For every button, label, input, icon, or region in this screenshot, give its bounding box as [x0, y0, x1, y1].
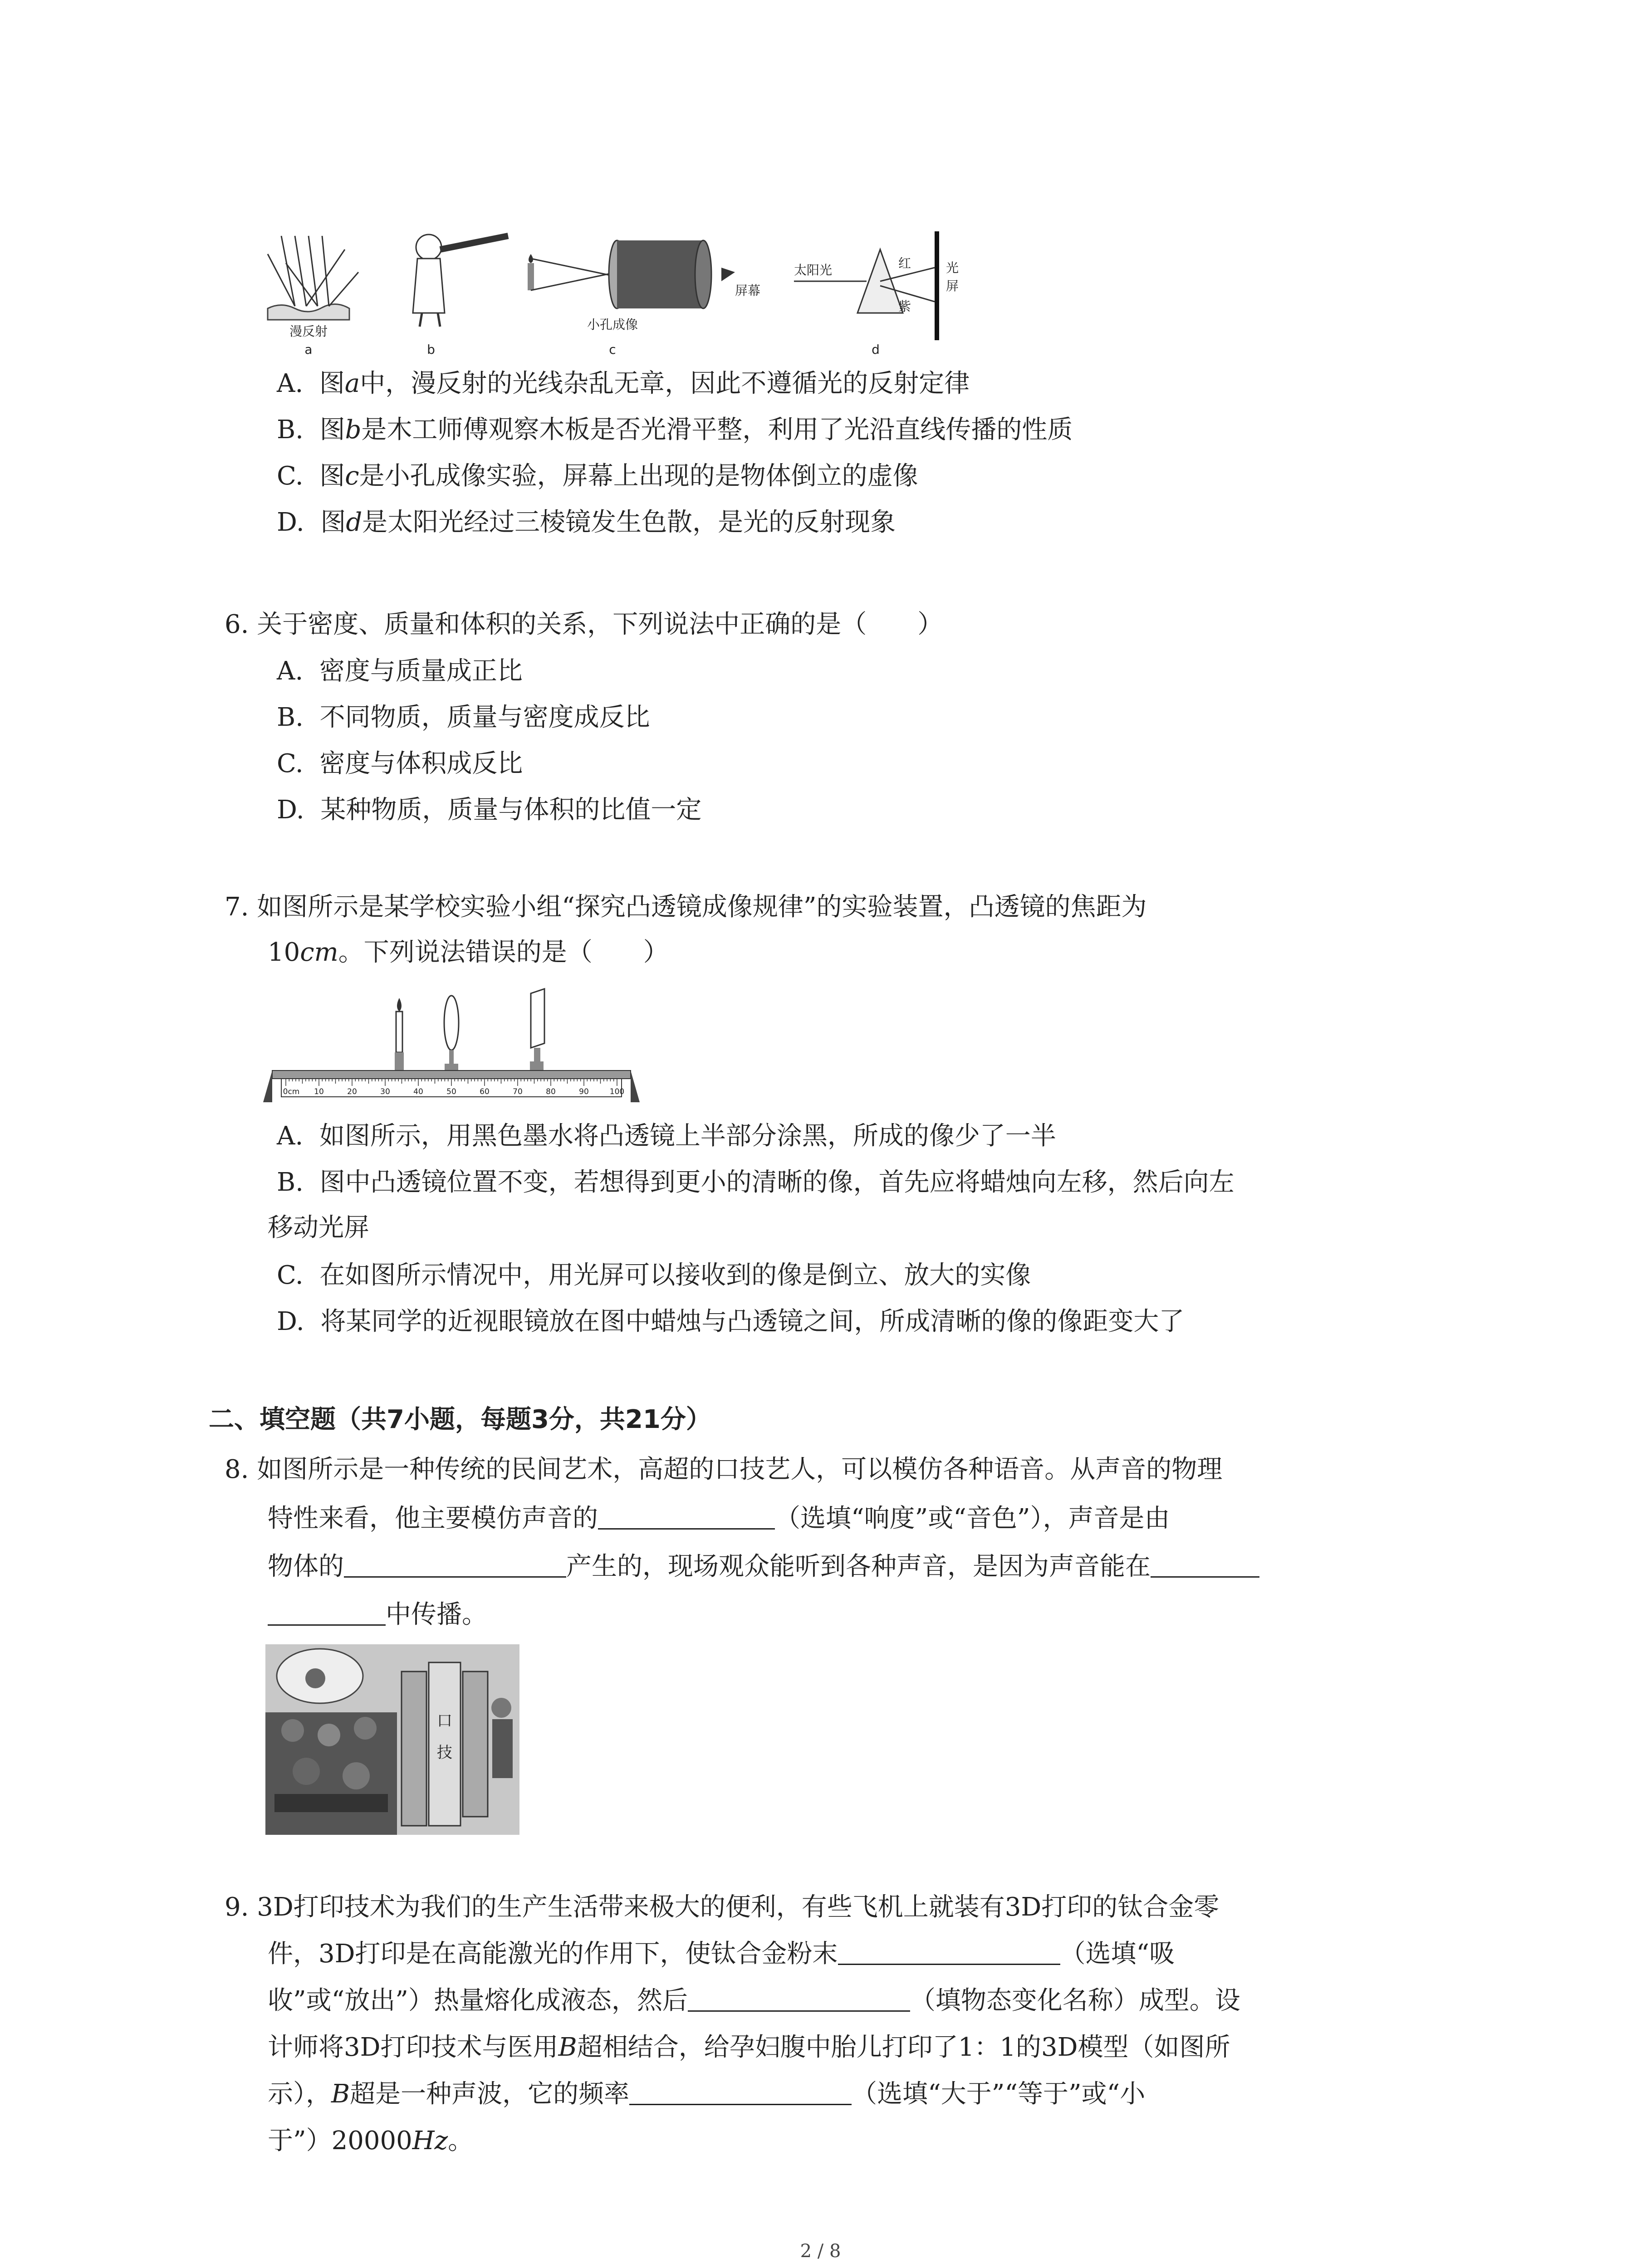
q9-text: 打印的钛合金零 [1041, 1892, 1220, 1922]
q9-line-4 [268, 2029, 1230, 2066]
optics-figures [254, 222, 1025, 358]
option-text-pre: 图 [319, 369, 345, 398]
option-prefix: B. [277, 703, 304, 732]
q8-blank-2[interactable] [344, 1549, 566, 1578]
figure-d-screen-label-2: 屏 [946, 279, 959, 293]
option-text: 如图所示，用黑色墨水将凸透镜上半部分涂黑，所成的像少了一半 [319, 1121, 1056, 1151]
q6-option-c [277, 746, 523, 782]
option-text-pre: 图 [319, 415, 345, 445]
q8-blank-1[interactable] [598, 1501, 775, 1530]
option-text: 图中凸透镜位置不变，若想得到更小的清晰的像，首先应将蜡烛向左移，然后向左 [319, 1168, 1234, 1197]
q9-text: （选填“大于”“等于”或“小 [852, 2079, 1146, 2109]
candle [395, 998, 404, 1070]
q8-line-4 [268, 1597, 487, 1633]
figure-b-label: b [427, 342, 435, 357]
option-text: 将某同学的近视眼镜放在图中蜡烛与凸透镜之间，所成清晰的像的像距变大了 [320, 1307, 1185, 1336]
ruler-tick-label: 10 [314, 1087, 324, 1096]
q9-text: 超相结合，给孕妇腹中胎儿打印了 [577, 2033, 958, 2062]
option-figure-var: b [345, 415, 362, 445]
figure-c-pinhole [528, 240, 760, 357]
option-prefix: B. [277, 415, 304, 445]
option-prefix: A. [277, 656, 304, 686]
figure-c-screen-label: 屏幕 [735, 283, 761, 298]
convex-lens [444, 996, 459, 1073]
q8-text: 物体的 [268, 1552, 344, 1581]
option-text: 不同物质，质量与密度成反比 [319, 703, 650, 732]
option-prefix: D. [277, 795, 304, 825]
q8-line-2 [268, 1501, 1170, 1537]
option-prefix: D. [277, 1307, 304, 1336]
q9-blank-2[interactable] [688, 1983, 910, 2012]
option-text: 在如图所示情况中，用光屏可以接收到的像是倒立、放大的实像 [319, 1261, 1031, 1290]
q7-option-d [277, 1304, 1184, 1340]
q5-option-d [277, 504, 896, 541]
ruler-tick-label: 20 [347, 1087, 357, 1096]
option-prefix: A. [277, 1121, 304, 1151]
ruler-tick-label: 100 [609, 1087, 625, 1096]
q9-text: 打印技术与医用 [380, 2033, 558, 2062]
q9-line-3 [268, 1983, 1240, 2019]
q7-stem-tail: 。下列说法错误的是（ ） [338, 938, 669, 967]
q9-text: 模型（如图所 [1078, 2033, 1230, 2062]
q9-text: 3D [257, 1892, 294, 1922]
q8-line-1: 8. 如图所示是一种传统的民间艺术，高超的口技艺人，可以模仿各种语音。从声音的物理 [225, 1455, 1223, 1484]
q9-text: 收”或“放出”）热量熔化成液态，然后 [268, 1986, 688, 2015]
figure-d-label: d [872, 342, 880, 357]
q9-unit: Hz [412, 2126, 448, 2156]
option-text: 是小孔成像实验，屏幕上出现的是物体倒立的虚像 [359, 461, 918, 491]
q8-text: 中传播。 [386, 1600, 487, 1629]
q6-stem: 6. 关于密度、质量和体积的关系，下列说法中正确的是（ ） [225, 610, 943, 639]
q9-text: 件， [268, 1939, 318, 1969]
ruler-tick-label: 90 [579, 1087, 589, 1096]
q9-blank-1[interactable] [838, 1936, 1060, 1965]
option-prefix: B. [277, 1168, 304, 1197]
q9-text: 于”） [268, 2126, 332, 2156]
figure-d-screen-label-1: 光 [946, 260, 959, 275]
q9-var: B [558, 2033, 577, 2062]
q9-text: （选填“吸 [1060, 1939, 1175, 1969]
q9-text: 。 [448, 2126, 474, 2156]
figure-d-prism [794, 231, 959, 357]
q9-text: 计师将 [268, 2033, 344, 2062]
option-text-pre: 图 [320, 508, 346, 537]
option-prefix: A. [277, 369, 304, 398]
figure-a-label: a [304, 342, 313, 357]
q8-blank-3[interactable] [1151, 1549, 1259, 1578]
focal-length-value: 10 [268, 938, 300, 967]
ruler-tick-label: 80 [546, 1087, 556, 1096]
q9-text: 示）， [268, 2079, 331, 2109]
figure-b-carpenter [413, 235, 508, 357]
light-screen [530, 989, 544, 1070]
q5-option-c [277, 458, 918, 494]
ruler-tick-label: 40 [413, 1087, 423, 1096]
q9-text: 3D [318, 1939, 355, 1969]
q9-text: 3D [344, 2033, 381, 2062]
option-prefix: C. [277, 461, 304, 491]
q6-option-b [277, 699, 650, 736]
figure-d-purple-label: 紫 [898, 299, 911, 314]
figure-c-label: c [609, 342, 616, 357]
ventriloquism-figure [265, 1644, 519, 1835]
q9-text: 1：1 [958, 2033, 1016, 2062]
q9-text: （填物态变化名称）成型。设 [910, 1986, 1240, 2015]
q7-option-a [277, 1118, 1056, 1154]
q9-var: B [331, 2079, 350, 2109]
q7-option-b-continued: 移动光屏 [268, 1213, 369, 1242]
option-text: 某种物质，质量与体积的比值一定 [320, 795, 702, 825]
option-figure-var: d [346, 508, 362, 537]
screen-char-2: 技 [437, 1744, 452, 1762]
option-text-pre: 图 [319, 461, 345, 491]
q9-line-2 [268, 1936, 1175, 1972]
q7-option-c [277, 1257, 1031, 1294]
section-heading: 二、填空题（共7小题，每题3分，共21分） [209, 1405, 711, 1434]
q9-number: 9. [225, 1892, 257, 1922]
q9-text: 打印是在高能激光的作用下，使钛合金粉末 [355, 1939, 838, 1969]
figure-d-sunlight-label: 太阳光 [794, 263, 833, 278]
ruler-tick-label: 0cm [283, 1087, 300, 1096]
q9-text: 打印技术为我们的生产生活带来极大的便利，有些飞机上就装有 [293, 1892, 1005, 1922]
focal-length-unit: cm [300, 938, 338, 967]
q7-stem-line-2 [268, 934, 669, 971]
q9-text: 的 [1015, 2033, 1041, 2062]
option-figure-var: a [344, 369, 360, 398]
q9-text: 超是一种声波，它的频率 [350, 2079, 630, 2109]
option-prefix: D. [277, 508, 304, 537]
screen-char-1: 口 [437, 1712, 452, 1730]
q8-line-3 [268, 1549, 1259, 1585]
option-prefix: C. [277, 1261, 304, 1290]
q8-blank-3-continued[interactable] [268, 1597, 386, 1626]
q8-text: 产生的，现场观众能听到各种声音，是因为声音能在 [566, 1552, 1151, 1581]
optical-bench-figure [263, 980, 640, 1111]
ruler-tick-label: 30 [380, 1087, 390, 1096]
q6-option-d [277, 792, 701, 828]
page-number: 2 / 8 [800, 2241, 841, 2262]
figure-a-diffuse-reflection [268, 236, 358, 357]
ruler-tick-label: 60 [480, 1087, 490, 1096]
q9-text: 3D [1041, 2033, 1078, 2062]
option-text: 中，漫反射的光线杂乱无章，因此不遵循光的反射定律 [360, 369, 970, 398]
q5-option-a [277, 366, 970, 402]
ruler-tick-label: 50 [446, 1087, 456, 1096]
option-text: 密度与体积成反比 [319, 749, 523, 778]
q5-option-b [277, 412, 1073, 448]
q8-text: 特性来看，他主要模仿声音的 [268, 1504, 598, 1533]
figure-d-red-label: 红 [898, 256, 911, 271]
q9-line-6 [268, 2123, 473, 2159]
option-prefix: C. [277, 749, 304, 778]
q6-option-a [277, 653, 523, 689]
q9-blank-3[interactable] [629, 2077, 852, 2105]
q7-option-b [277, 1164, 1234, 1201]
figure-a-caption: 漫反射 [289, 324, 328, 339]
option-figure-var: c [345, 461, 359, 491]
option-text: 密度与质量成正比 [319, 656, 523, 686]
ruler-tick-label: 70 [513, 1087, 523, 1096]
option-text: 是太阳光经过三棱镜发生色散，是光的反射现象 [362, 508, 896, 537]
option-text: 是木工师傅观察木板是否光滑平整，利用了光沿直线传播的性质 [361, 415, 1073, 445]
q9-line-5 [268, 2076, 1145, 2112]
q9-line-1 [225, 1889, 1219, 1926]
figure-c-caption: 小孔成像 [587, 317, 638, 332]
q7-stem-line-1: 7. 如图所示是某学校实验小组“探究凸透镜成像规律”的实验装置，凸透镜的焦距为 [225, 892, 1147, 922]
q9-text: 20000 [331, 2126, 412, 2156]
q8-text: （选填“响度”或“音色”），声音是由 [775, 1504, 1170, 1533]
q9-text: 3D [1004, 1892, 1042, 1922]
